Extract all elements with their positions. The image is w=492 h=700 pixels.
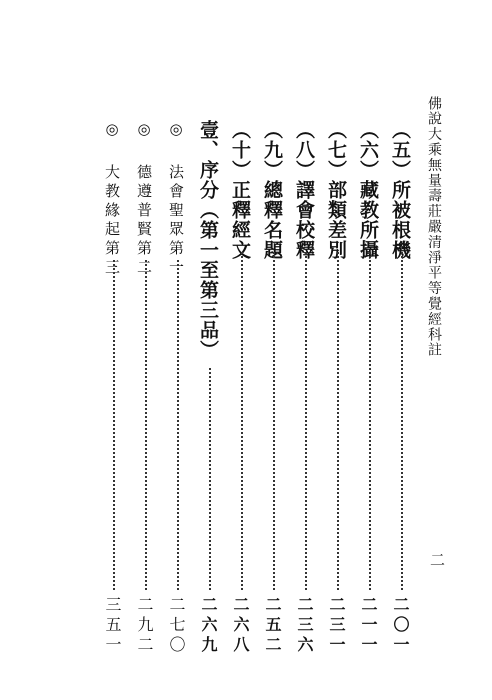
toc-entry [388,120,416,682]
dot-leader [273,252,275,590]
toc-entry-title: （十）正釋經文 [229,120,251,260]
toc-entry-page: 二一一 [359,596,378,656]
dot-leader [145,260,147,590]
dot-leader [113,260,115,590]
toc-entry [132,120,160,682]
toc-entry [228,120,256,682]
toc-entry-title: 壹、序分（第一至第三品） [197,120,219,360]
toc-entry-page: 二七〇 [167,596,186,656]
toc-entry [324,120,352,682]
dot-leader [337,252,339,590]
toc-entry-title: （六）藏教所攝 [357,120,379,260]
toc-entry-page: 二六九 [199,596,218,656]
page-number: 二 [428,552,446,567]
running-head: 佛說大乘無量壽莊嚴清淨平等覺經科註 [426,96,442,358]
toc-entry [68,120,96,682]
toc-entry-page: 二六八 [231,596,250,656]
toc-entry-page: 二九二 [135,596,154,656]
toc-entry-page: 三五一 [103,596,122,656]
toc-entry-title: ◎ 德遵普賢第二 [135,120,153,278]
dot-leader [369,252,371,590]
toc-entry-title: （七）部類差別 [325,120,347,260]
toc-entry-page: 二〇一 [391,596,410,656]
toc-entry-page: 二三六 [295,596,314,656]
toc-entry [164,120,192,682]
dot-leader [401,252,403,590]
toc-entry-title: ◎ 大教緣起第三 [103,120,121,278]
dot-leader [209,368,211,590]
toc-entry [196,120,224,682]
toc-entry [292,120,320,682]
dot-leader [305,252,307,590]
toc-entry [100,120,128,682]
dot-leader [177,260,179,590]
dot-leader [241,252,243,590]
toc-entry-title: （八）譯會校釋 [293,120,315,260]
toc-entry-title: （五）所被根機 [389,120,411,260]
toc-entry-title: ◎ 法會聖眾第一 [167,120,185,278]
toc-entry-page: 二三一 [327,596,346,656]
toc-entry-title: （九）總釋名題 [261,120,283,260]
toc-entry [356,120,384,682]
toc-entry-page: 二五二 [263,596,282,656]
toc-entry [260,120,288,682]
